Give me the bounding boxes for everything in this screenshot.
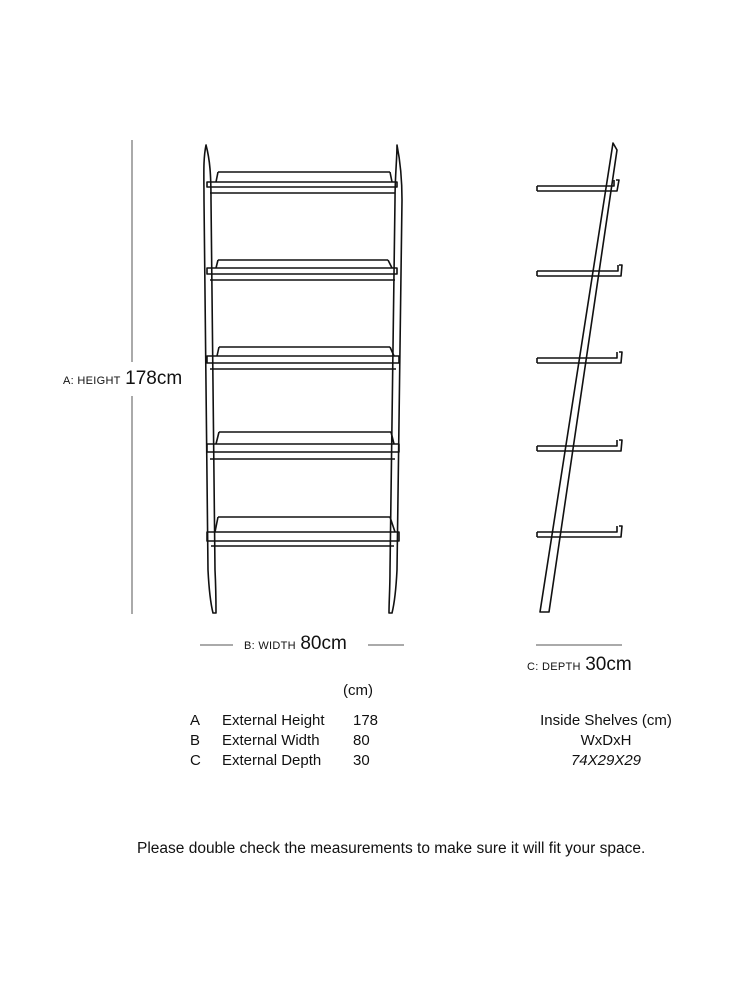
- spec-value: 178: [353, 712, 379, 729]
- depth-label: [527, 654, 632, 676]
- height-label: [63, 368, 182, 390]
- spec-letter: A: [190, 712, 201, 729]
- width-value: 80cm: [300, 633, 347, 654]
- inside-shelves-format: WxDxH: [580, 732, 632, 749]
- front-right-leg: [389, 145, 402, 613]
- spec-row: [190, 711, 378, 731]
- side-shelf: [537, 440, 622, 451]
- spec-row: [190, 751, 378, 771]
- side-leaning-leg: [540, 143, 617, 612]
- spec-table: [190, 711, 378, 771]
- width-label: [244, 633, 347, 655]
- front-shelf: [207, 172, 397, 193]
- spec-label: External Height: [222, 712, 325, 729]
- height-letter: A: HEIGHT: [63, 375, 121, 387]
- depth-letter: C: DEPTH: [527, 661, 581, 673]
- front-left-leg: [204, 145, 216, 613]
- inside-shelves-title: Inside Shelves (cm): [540, 712, 672, 729]
- spec-row: [190, 731, 378, 751]
- spec-letter: B: [190, 732, 201, 749]
- front-shelf: [207, 347, 399, 369]
- width-letter: B: WIDTH: [244, 640, 296, 652]
- front-shelf: [207, 432, 399, 459]
- units-label: (cm): [343, 682, 373, 699]
- depth-value: 30cm: [585, 654, 632, 675]
- spec-label: External Width: [222, 732, 320, 749]
- side-shelf: [537, 265, 622, 276]
- height-value: 178cm: [125, 368, 183, 389]
- front-shelf: [207, 517, 399, 546]
- inside-shelves-value: 74X29X29: [570, 752, 642, 769]
- side-shelf: [537, 526, 622, 537]
- inside-shelves: [530, 711, 682, 771]
- spec-value: 80: [353, 732, 370, 749]
- front-shelf: [207, 260, 397, 280]
- fit-note: Please double check the measurements to make sure it will fit your space.: [137, 840, 646, 857]
- spec-letter: C: [190, 752, 201, 769]
- spec-value: 30: [353, 752, 370, 769]
- spec-label: External Depth: [222, 752, 322, 769]
